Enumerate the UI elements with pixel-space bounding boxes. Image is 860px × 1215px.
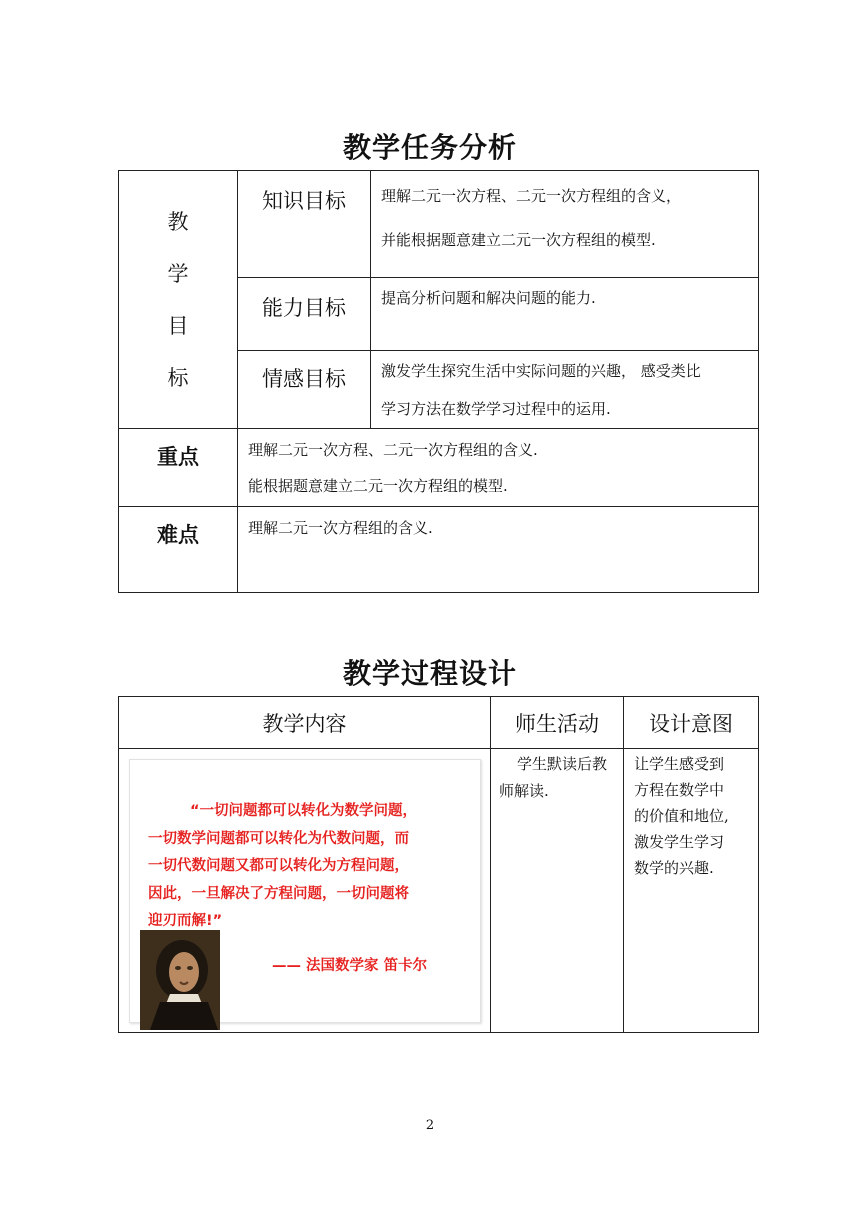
header-design-intent: 设计意图: [624, 697, 759, 749]
knowledge-goal-label: 知识目标: [238, 171, 371, 278]
difficulty-text: 理解二元一次方程组的含义.: [238, 507, 759, 593]
process-design-table: [118, 696, 759, 1033]
knowledge-goal-text: 理解二元一次方程、二元一次方程组的含义， 并能根据题意建立二元一次方程组的模型.: [371, 171, 759, 278]
ability-goal-label: 能力目标: [238, 278, 371, 351]
task-analysis-table: [118, 170, 759, 593]
header-activity: 师生活动: [491, 697, 624, 749]
section-title-task-analysis: 教学任务分析: [342, 131, 517, 164]
design-intent-cell: 让学生感受到 方程在数学中 的价值和地位, 激发学生学习 数学的兴趣.: [624, 749, 759, 1033]
quote-attribution: —— 法国数学家 笛卡尔: [272, 958, 428, 974]
difficulty-label: 难点: [119, 507, 238, 593]
section-title-process-design: 教学过程设计: [342, 657, 517, 690]
descartes-quote: “一切问题都可以转化为数学问题， 一切数学问题都可以转化为代数问题，而 一切代数问题又都可以转化为方程问题， 因此，一旦解决了方程问题，一切问题将 迎刃而解!”: [148, 803, 418, 929]
ability-goal-text: 提高分析问题和解决问题的能力.: [371, 278, 759, 351]
teaching-content-cell: [119, 749, 491, 1033]
emotion-goal-label: 情感目标: [238, 351, 371, 429]
activity-cell: 学生默读后教 师解读.: [491, 749, 624, 1033]
descartes-portrait: [140, 930, 220, 1030]
key-point-label: 重点: [119, 429, 238, 507]
objectives-vertical-label: 教 学 目 标: [119, 171, 238, 429]
key-point-text: 理解二元一次方程、二元一次方程组的含义. 能根据题意建立二元一次方程组的模型.: [238, 429, 759, 507]
quote-card: [129, 759, 481, 1023]
page-number: 2: [425, 1118, 435, 1133]
header-teaching-content: 教学内容: [119, 697, 491, 749]
emotion-goal-text: 激发学生探究生活中实际问题的兴趣， 感受类比 学习方法在数学学习过程中的运用.: [371, 351, 759, 429]
